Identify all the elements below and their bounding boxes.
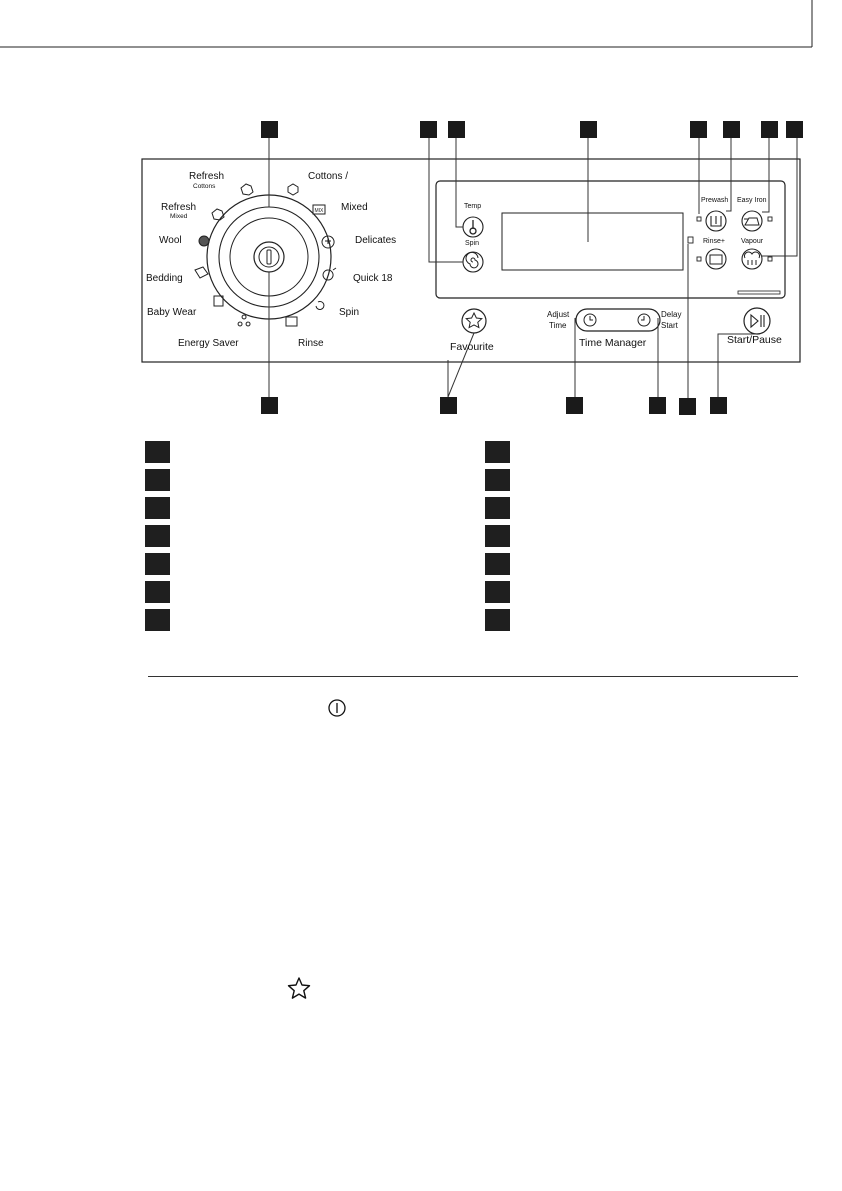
power-icon xyxy=(327,698,347,718)
callout-4 xyxy=(580,121,597,138)
display-screen xyxy=(502,213,683,270)
spin-button xyxy=(463,252,483,272)
wool-icon xyxy=(199,236,209,246)
label-start-pause: Start/Pause xyxy=(727,334,782,346)
easy-iron-icon xyxy=(744,218,759,225)
label-refresh-cottons: Refresh xyxy=(189,171,225,182)
spin-icon xyxy=(316,301,324,309)
label-time-manager: Time Manager xyxy=(579,337,647,349)
callout-11 xyxy=(566,397,583,414)
legend-marker xyxy=(145,497,170,519)
legend-marker xyxy=(485,553,510,575)
programme-icons xyxy=(195,184,336,326)
rinse-plus-button xyxy=(706,249,726,269)
section-divider xyxy=(148,676,798,677)
callout-12 xyxy=(649,397,666,414)
start-pause-button xyxy=(744,308,770,334)
display-bar xyxy=(738,291,780,294)
legend-marker xyxy=(485,525,510,547)
legend-marker xyxy=(485,469,510,491)
label-vapour: Vapour xyxy=(741,238,764,245)
label-refresh-mixed-sub: Mixed xyxy=(170,213,188,220)
label-adjust-time-2: Time xyxy=(549,321,567,330)
time-manager-control xyxy=(576,309,660,331)
callout-7 xyxy=(761,121,778,138)
legend-marker xyxy=(485,441,510,463)
label-prewash: Prewash xyxy=(701,197,729,204)
star-icon xyxy=(286,976,312,1002)
cottons-icon xyxy=(288,184,298,195)
display-frame xyxy=(436,181,785,298)
quick18-icon xyxy=(323,268,336,280)
prewash-button xyxy=(706,211,726,231)
label-energy-saver: Energy Saver xyxy=(178,338,239,349)
bedding-icon xyxy=(195,267,208,278)
callout-2 xyxy=(420,121,437,138)
label-adjust-time-1: Adjust xyxy=(547,310,570,319)
temp-button xyxy=(463,217,483,237)
lock-icon xyxy=(688,237,693,243)
rinse-led xyxy=(697,257,701,261)
label-delay-start-2: Start xyxy=(661,321,678,330)
prewash-icon xyxy=(711,216,721,226)
vapour-icon xyxy=(744,252,759,265)
label-cottons: Cottons / xyxy=(308,171,349,182)
svg-text:MIX: MIX xyxy=(314,208,324,214)
easy-iron-led xyxy=(768,217,772,221)
label-refresh-cottons-sub: Cottons xyxy=(193,183,216,190)
vapour-button xyxy=(742,249,762,269)
rinse-plus-icon xyxy=(710,255,722,264)
legend-marker xyxy=(145,469,170,491)
callout-5 xyxy=(690,121,707,138)
callout-14 xyxy=(710,397,727,414)
spin-spiral-icon xyxy=(466,252,478,268)
callout-13 xyxy=(679,398,696,415)
vapour-led xyxy=(768,257,772,261)
refresh-mixed-icon xyxy=(212,209,224,220)
legend-marker xyxy=(485,497,510,519)
leader-lines xyxy=(269,137,797,398)
label-favourite: Favourite xyxy=(450,341,494,353)
label-quick18: Quick 18 xyxy=(353,273,393,284)
label-rinse: Rinse xyxy=(298,338,324,349)
favourite-button xyxy=(462,309,486,333)
legend-marker xyxy=(485,581,510,603)
prewash-led xyxy=(697,217,701,221)
label-delay-start-1: Delay xyxy=(661,310,682,319)
refresh-cottons-icon xyxy=(241,184,253,195)
thermometer-icon xyxy=(470,220,476,234)
start-pause-icon xyxy=(751,315,764,327)
legend-marker xyxy=(145,553,170,575)
callout-8 xyxy=(786,121,803,138)
legend-marker xyxy=(145,609,170,631)
legend-marker xyxy=(145,581,170,603)
label-easy-iron: Easy Iron xyxy=(737,197,767,204)
callout-1 xyxy=(261,121,278,138)
label-refresh-mixed: Refresh xyxy=(161,202,197,213)
star-icon xyxy=(466,313,482,328)
label-delicates: Delicates xyxy=(355,235,397,246)
callout-9 xyxy=(261,397,278,414)
label-wool: Wool xyxy=(159,235,182,246)
label-bedding: Bedding xyxy=(146,273,183,284)
label-baby-wear: Baby Wear xyxy=(147,307,197,318)
callout-6 xyxy=(723,121,740,138)
energy-saver-icon xyxy=(238,315,250,326)
label-rinse-plus: Rinse+ xyxy=(703,238,725,245)
label-temp: Temp xyxy=(464,203,482,210)
callout-3 xyxy=(448,121,465,138)
legend-marker xyxy=(145,525,170,547)
rinse-icon xyxy=(286,317,297,326)
label-spin-button: Spin xyxy=(465,240,480,247)
label-mixed: Mixed xyxy=(341,202,368,213)
label-spin: Spin xyxy=(339,307,360,318)
callout-10 xyxy=(440,397,457,414)
legend-marker xyxy=(145,441,170,463)
legend-marker xyxy=(485,609,510,631)
easy-iron-button xyxy=(742,211,762,231)
